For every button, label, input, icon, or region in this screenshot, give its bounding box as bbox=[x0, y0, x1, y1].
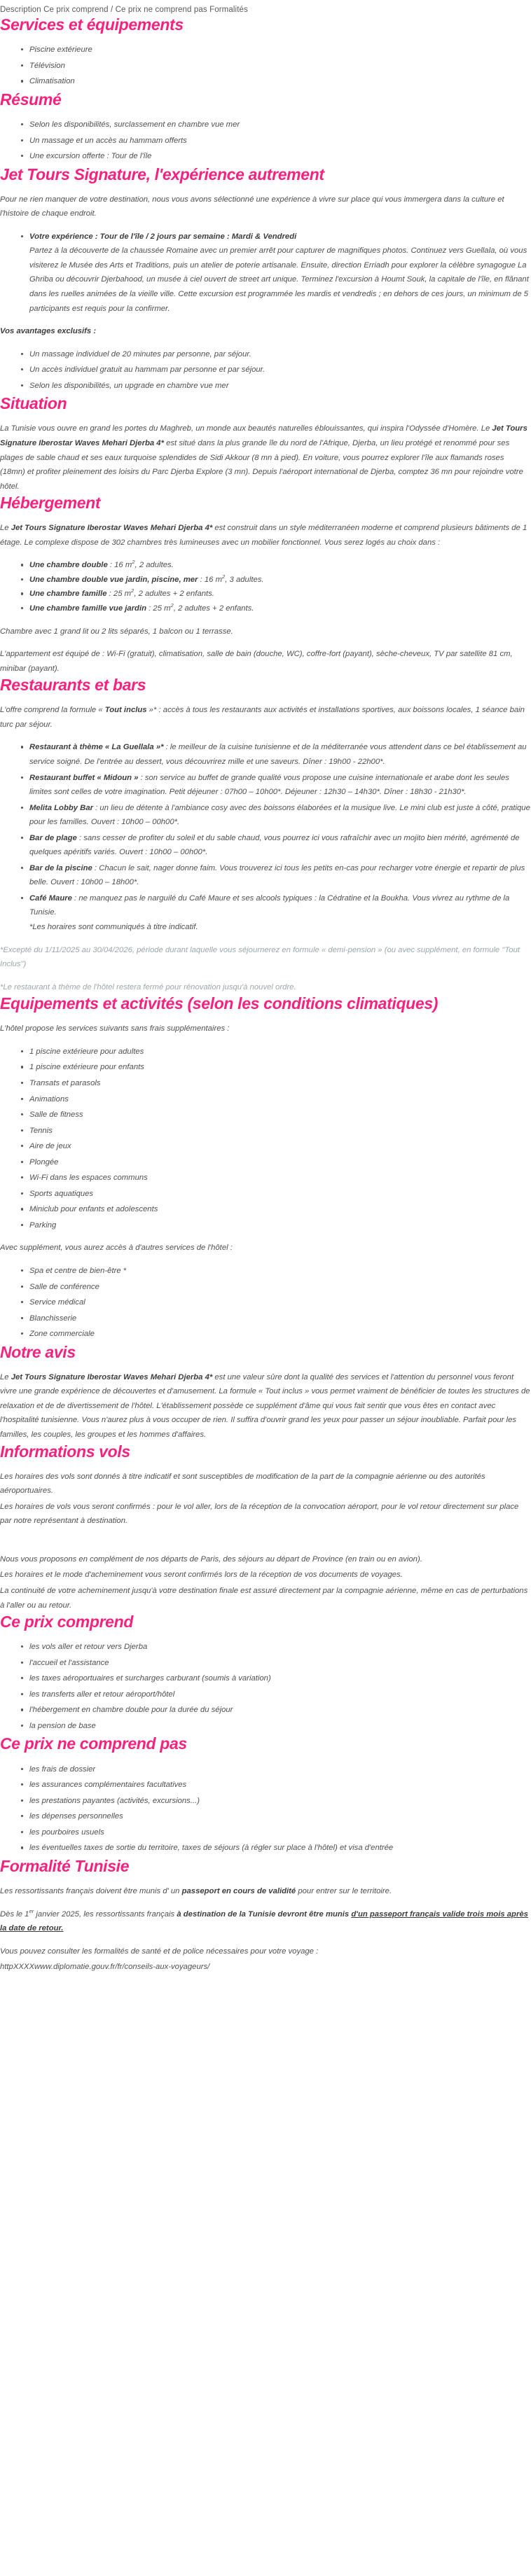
list-item: Sports aquatiques bbox=[21, 1187, 531, 1202]
list-item: les dépenses personnelles bbox=[21, 1809, 531, 1824]
section-title-avis: Notre avis bbox=[0, 1342, 76, 1361]
vols-paragraph-1: Les horaires des vols sont donnés à titre indicatif et sont susceptibles de modification de la part de la compagnie aérienne ou des autorités aéroportuaires. bbox=[0, 1472, 485, 1496]
section-title-restaurants: Restaurants et bars bbox=[0, 676, 146, 695]
venue-text: : ne manquez pas le narguilé du Café Maure et ses alcools typiques : la Cédratine et la Boukha. Vous vivrez au rythme de la Tunisie. bbox=[29, 893, 510, 917]
room-unit-sup: 2 bbox=[221, 573, 226, 580]
spacer bbox=[0, 1529, 531, 1544]
passport-requirement: passeport en cours de validité bbox=[181, 1887, 296, 1895]
list-item: l'accueil et l'assistance bbox=[21, 1656, 531, 1671]
room-detail: : 25 m bbox=[146, 604, 171, 613]
vols-paragraph-2: Les horaires de vols vous seront confirmés : pour le vol aller, lors de la réception de la convocation aéroport, pour le vol retour directement sur place par notre représentant à destination. bbox=[0, 1502, 519, 1526]
list-item: Blanchisserie bbox=[21, 1311, 531, 1326]
list-item: Miniclub pour enfants et adolescents bbox=[21, 1202, 531, 1217]
list-item-venue bbox=[21, 771, 531, 800]
room-detail: : 16 m bbox=[198, 575, 222, 584]
section-title-services: Services et équipements bbox=[0, 15, 184, 34]
list-item-venue bbox=[21, 831, 531, 860]
list-item: Un accès individuel gratuit au hammam par personne et par séjour. bbox=[21, 363, 531, 377]
formalite-underlined: d'un passeport français valide trois mois après la date de retour. bbox=[0, 1909, 528, 1933]
avis-paragraph bbox=[0, 1370, 531, 1442]
list-item: Climatisation bbox=[21, 74, 531, 89]
room-unit-sup: 2 bbox=[131, 587, 135, 594]
list-item: 1 piscine extérieure pour enfants bbox=[21, 1060, 531, 1075]
list-item: les prestations payantes (activités, excursions...) bbox=[21, 1794, 531, 1809]
formalite-text-a: Les ressortissants français doivent être munis d' un bbox=[0, 1887, 182, 1895]
section-title-resume: Résumé bbox=[0, 90, 62, 109]
list-item: Télévision bbox=[21, 59, 531, 74]
section-title-comprend: Ce prix comprend bbox=[0, 1613, 134, 1631]
hebergement-text-a: Le bbox=[0, 524, 11, 533]
formalite-link[interactable]: httpXXXXwww.diplomatie.gouv.fr/fr/conseils-aux-voyageurs/ bbox=[0, 1963, 210, 1972]
venue-name: Bar de plage bbox=[29, 833, 77, 842]
list-item: les vols aller et retour vers Djerba bbox=[21, 1640, 531, 1655]
room-config-note: Chambre avec 1 grand lit ou 2 lits séparés, 1 balcon ou 1 terrasse. bbox=[0, 627, 233, 636]
list-item: Un massage et un accès au hammam offerts bbox=[21, 134, 531, 148]
avis-text-a: Le bbox=[0, 1372, 11, 1381]
vols-paragraph-3: Nous vous proposons en complément de nos départs de Paris, des séjours au départ de Province (en train ou en avion). bbox=[0, 1554, 422, 1564]
list-item: les frais de dossier bbox=[21, 1762, 531, 1777]
room-detail: : 16 m bbox=[107, 561, 132, 570]
list-item: Wi-Fi dans les espaces communs bbox=[21, 1171, 531, 1185]
restaurants-footnote-2: *Le restaurant à thème de l'hôtel restera fermé pour rénovation jusqu'à nouvel ordre. bbox=[0, 982, 296, 991]
formalite-paragraph-3: Vous pouvez consulter les formalités de santé et de police nécessaires pour votre voyage : bbox=[0, 1947, 319, 1956]
list-item: Salle de fitness bbox=[21, 1108, 531, 1122]
venue-name: Restaurant à thème « La Guellala »* bbox=[29, 743, 164, 752]
venue-name: Restaurant buffet « Midoun » bbox=[29, 773, 139, 782]
list-item: Salle de conférence bbox=[21, 1280, 531, 1295]
room-name: Une chambre double vue jardin, piscine, mer bbox=[29, 575, 198, 584]
advantages-label bbox=[0, 324, 531, 339]
ordinal-sup: er bbox=[29, 1907, 34, 1914]
hotel-name: Jet Tours Signature Iberostar Waves Mehari Djerba 4* bbox=[11, 1372, 213, 1381]
venue-text: : son service au buffet de grande qualité vous propose une cuisine internationale et arabe dont les seules limites sont celles de votre imagination. Petit déjeuner : 07h00 – 10h00*. Déjeuner : 12h30 – 14h30*. Dîner : 18h30 - 21h30*. bbox=[29, 773, 509, 797]
included-list bbox=[0, 1640, 531, 1733]
list-item: Une excursion offerte : Tour de l'île bbox=[21, 149, 531, 164]
list-item-venue bbox=[21, 891, 531, 935]
list-item: les transferts aller et retour aéroport/hôtel bbox=[21, 1687, 531, 1702]
experience-heading: Votre expérience : Tour de l'île / 2 jours par semaine : Mardi & Vendredi bbox=[29, 232, 297, 241]
list-item: Animations bbox=[21, 1092, 531, 1107]
equipements-free-intro: L'hôtel propose les services suivants sans frais supplémentaires : bbox=[0, 1024, 230, 1033]
signature-experience-list bbox=[0, 230, 531, 316]
section-title-vols: Informations vols bbox=[0, 1442, 130, 1461]
venue-text: : le meilleur de la cuisine tunisienne et de la méditerranée vous attendent dans ce bel établissement au service soigné. De l'entrée au dessert, vous découvrirez mille et une saveurs. Dîner : 19h00 - 22h00*. bbox=[29, 743, 527, 766]
list-item-room bbox=[21, 587, 531, 601]
list-item: Piscine extérieure bbox=[21, 43, 531, 57]
list-item-experience bbox=[21, 230, 531, 316]
list-item-venue bbox=[21, 801, 531, 830]
list-item: Parking bbox=[21, 1218, 531, 1233]
venue-text: : un lieu de détente à l'ambiance cosy avec des boissons élaborées et la musique live. Le mini club est juste à côté, pratique pour les familles. Ouvert : 10h00 – 00h00*. bbox=[29, 803, 530, 827]
list-item: les pourboires usuels bbox=[21, 1825, 531, 1840]
section-title-hebergement: Hébergement bbox=[0, 494, 101, 513]
experience-body: Partez à la découverte de la chaussée Romaine avec un premier arrêt pour capturer de magnifiques photos. Continuez vers Guellala, où vous visiterez le Musée des Arts et Traditions, puis un atelier de poterie artisanale. Ensuite, direction Erriadh pour explorer la célèbre synagogue La Ghriba ou découvrir Djerbahood, un musée à ciel ouvert de street art unique. Terminez l'excursion à Houmt Souk, la capitale de l'île, en flânant dans les ruelles animées de la vieille ville. Cette excursion est programmée les mardis et vendredis ; en dehors de ces jours, un minimum de 5 participants est requis pour la confirmer. bbox=[29, 246, 529, 313]
list-item: 1 piscine extérieure pour adultes bbox=[21, 1045, 531, 1059]
list-item-room bbox=[21, 601, 531, 616]
list-item: les taxes aéroportuaires et surcharges carburant (soumis à variation) bbox=[21, 1671, 531, 1686]
list-item-venue bbox=[21, 861, 531, 890]
formalite-bold: à destination de la Tunisie devront être munis bbox=[177, 1909, 352, 1919]
vols-paragraph-4: Les horaires et le mode d'acheminement vous seront confirmés lors de la réception de vos documents de voyages. bbox=[0, 1571, 403, 1580]
free-services-list bbox=[0, 1045, 531, 1233]
resume-list bbox=[0, 118, 531, 164]
list-item-venue bbox=[21, 740, 531, 769]
services-list bbox=[0, 43, 531, 89]
list-item-room bbox=[21, 558, 531, 573]
formalite-text-b: pour entrer sur le territoire. bbox=[296, 1887, 392, 1895]
list-item: les éventuelles taxes de sortie du territoire, taxes de séjours (à régler sur place à l'hôtel) et visa d'entrée bbox=[21, 1841, 531, 1856]
venue-name: Café Maure bbox=[29, 893, 72, 903]
restaurants-intro-c: »* : accès à tous les restaurants aux activités et installations sportives, aux boissons locales, 1 séance bain turc par séjour. bbox=[0, 706, 525, 729]
room-name: Une chambre famille bbox=[29, 590, 107, 599]
venue-name: Melita Lobby Bar bbox=[29, 803, 94, 812]
room-equipment-note: L'appartement est équipé de : Wi-Fi (gratuit), climatisation, salle de bain (douche, WC), coffre-fort (payant), sèche-cheveux, TV par satellite 81 cm, minibar (payant). bbox=[0, 650, 513, 673]
paid-services-list bbox=[0, 1264, 531, 1342]
hebergement-text-b: est construit dans un style méditerranéen moderne et comprend plusieurs bâtiments de 1 étage. Le complexe dispose de 302 chambres très lumineuses avec un mobilier fonctionnel. Vous serez logés au choix dans : bbox=[0, 524, 527, 547]
list-item: les assurances complémentaires facultatives bbox=[21, 1778, 531, 1792]
room-unit-sup: 2 bbox=[132, 559, 135, 566]
formalite-date-a: Dès le 1 bbox=[0, 1909, 29, 1919]
situation-text-a: La Tunisie vous ouvre en grand les portes du Maghreb, un monde aux beautés naturelles éblouissantes, qui inspira l'Odyssée d'Homère. Le bbox=[0, 424, 492, 433]
situation-text-b: est situé dans la plus grande île du nord de l'Afrique, Djerba, un lieu protégé et renommé pour ses plages de sable chaud et ses eaux turquoise splendides de Sidi Akkour (8 mn à pied). En voiture, vous pourrez explorer l'île aux flamands roses (18mn) et profiter pleinement des loisirs du Parc Djerba Explore (3 mn). Depuis l'aéroport international de Djerba, comptez 36 mn pour rejoindre votre hôtel. bbox=[0, 438, 523, 491]
list-item: Un massage individuel de 20 minutes par personne, par séjour. bbox=[21, 347, 531, 362]
list-item: Zone commerciale bbox=[21, 1327, 531, 1342]
restaurants-footnote-1: *Excepté du 1/11/2025 au 30/04/2026, période durant laquelle vous séjournerez en formule « demi-pension » (ou avec supplément, en formule "Tout Inclus") bbox=[0, 945, 520, 969]
formula-name: Tout inclus bbox=[104, 706, 147, 715]
advantages-label-text: Vos avantages exclusifs : bbox=[0, 327, 97, 336]
list-item: Selon les disponibilités, surclassement en chambre vue mer bbox=[21, 118, 531, 132]
room-capacity: , 2 adultes. bbox=[135, 561, 174, 570]
list-item: Selon les disponibilités, un upgrade en chambre vue mer bbox=[21, 379, 531, 394]
formalite-date-b: janvier 2025, les ressortissants français bbox=[34, 1909, 177, 1919]
breadcrumb[interactable]: Description Ce prix comprend / Ce prix ne comprend pas Formalités bbox=[0, 6, 248, 14]
signature-intro: Pour ne rien manquer de votre destination, nous vous avons sélectionné une expérience à vivre sur place qui vous immergera dans la culture et l'histoire de chaque endroit. bbox=[0, 195, 504, 218]
list-item: la pension de base bbox=[21, 1719, 531, 1734]
list-item: Aire de jeux bbox=[21, 1139, 531, 1154]
list-item: Service médical bbox=[21, 1295, 531, 1310]
restaurants-list bbox=[0, 740, 531, 934]
hotel-name: Jet Tours Signature Iberostar Waves Mehari Djerba 4* bbox=[11, 524, 213, 533]
schedule-note: *Les horaires sont communiqués à titre indicatif. bbox=[29, 923, 198, 931]
section-title-situation: Situation bbox=[0, 394, 67, 413]
restaurants-intro bbox=[0, 703, 531, 732]
list-item-room bbox=[21, 573, 531, 587]
room-capacity: , 3 adultes. bbox=[225, 575, 264, 584]
venue-text: : sans cesser de profiter du soleil et du sable chaud, vous pourrez ici vous rafraîchir avec un mojito bien mérité, agrémenté de quelques apéritifs variés. Ouvert : 10h00 – 00h00*. bbox=[29, 833, 520, 857]
list-item: Plongée bbox=[21, 1155, 531, 1170]
venue-text: : Chacun le sait, nager donne faim. Vous trouverez ici tous les petits en-cas pour recharger votre énergie et repartir de plus belle. Ouvert : 10h00 – 18h00*. bbox=[29, 863, 525, 887]
room-capacity: , 2 adultes + 2 enfants. bbox=[134, 590, 214, 599]
list-item: Transats et parasols bbox=[21, 1076, 531, 1091]
advantages-list bbox=[0, 347, 531, 394]
section-title-signature: Jet Tours Signature, l'expérience autrement bbox=[0, 165, 324, 183]
room-detail: : 25 m bbox=[106, 590, 132, 599]
formalite-paragraph-2 bbox=[0, 1907, 531, 1936]
section-title-equipements: Equipements et activités (selon les conditions climatiques) bbox=[0, 994, 439, 1013]
hebergement-paragraph bbox=[0, 521, 531, 550]
section-title-ne-comprend-pas: Ce prix ne comprend pas bbox=[0, 1734, 187, 1753]
room-unit-sup: 2 bbox=[170, 602, 174, 609]
venue-name: Bar de la piscine bbox=[29, 863, 92, 872]
formalite-paragraph-1 bbox=[0, 1884, 531, 1899]
rooms-list bbox=[0, 558, 531, 615]
room-name: Une chambre double bbox=[29, 561, 108, 570]
list-item: Spa et centre de bien-être * bbox=[21, 1264, 531, 1279]
equipements-paid-intro: Avec supplément, vous aurez accès à d'autres services de l'hôtel : bbox=[0, 1244, 233, 1253]
list-item: Tennis bbox=[21, 1124, 531, 1139]
room-capacity: , 2 adultes + 2 enfants. bbox=[173, 604, 254, 613]
avis-text-b: est une valeur sûre dont la qualité des services et l'attention du personnel vous feront vivre une grande expérience de découvertes et d'amusement. La formule « Tout inclus » vous permet vraiment de bénéficier de toutes les structures de relaxation et de de divertissement de l'hôtel. L'établissement possède ce supplément d'âme qui vous fait sentir que vous êtes en contact avec l'hospitalité tunisienne. Vous n'aurez plus à vous occuper de rien. Il suffira d'ouvrir grand les yeux pour passer un séjour inoubliable. Parfait pour les familles, les couples, les groupes et les hommes d'affaires. bbox=[0, 1372, 530, 1440]
restaurants-intro-a: L'offre comprend la formule « bbox=[0, 706, 105, 715]
excluded-list bbox=[0, 1762, 531, 1856]
vols-paragraph-5: La continuité de votre acheminement jusqu'à votre destination finale est assuré directement par la compagnie aérienne, même en cas de perturbations à l'aller ou au retour. bbox=[0, 1586, 528, 1610]
list-item: l'hébergement en chambre double pour la durée du séjour bbox=[21, 1703, 531, 1718]
section-title-formalite: Formalité Tunisie bbox=[0, 1856, 130, 1875]
situation-paragraph bbox=[0, 422, 531, 494]
hotel-name: Jet Tours Signature Iberostar Waves Mehari Djerba 4* bbox=[0, 424, 527, 447]
room-name: Une chambre famille vue jardin bbox=[29, 604, 146, 613]
